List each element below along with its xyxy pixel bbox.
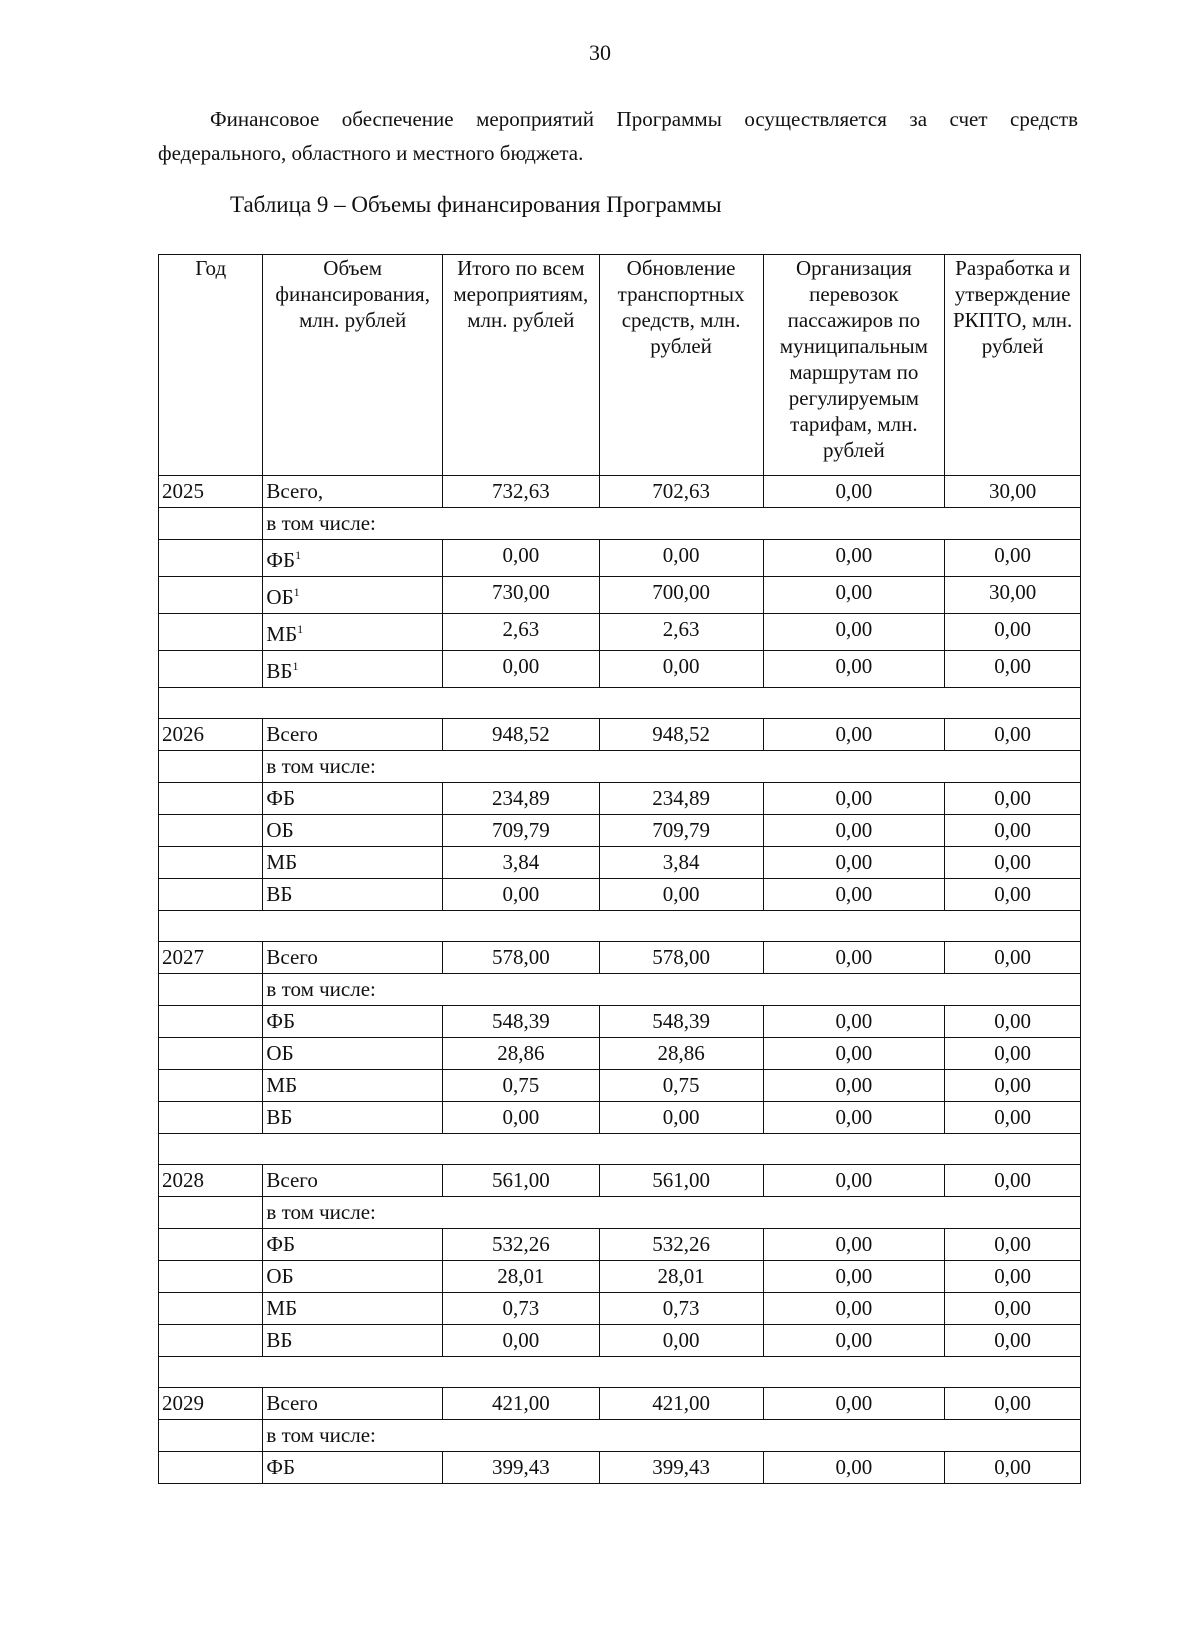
budget-label-text: ОБ	[266, 1041, 294, 1065]
table-row	[159, 1006, 1081, 1038]
value-cell: 0,00	[763, 1038, 945, 1070]
value-cell: 0,00	[763, 540, 945, 577]
value-cell: 0,00	[945, 1102, 1081, 1134]
value-cell: 0,00	[763, 1006, 945, 1038]
value-cell: 0,00	[599, 879, 763, 911]
header-year: Год	[159, 255, 263, 476]
footnote-marker: 1	[293, 585, 300, 599]
header-vehicles: Обновление транспортных средств, млн. рублей	[599, 255, 763, 476]
value-cell: 0,00	[945, 942, 1081, 974]
value-cell: 0,00	[443, 1102, 600, 1134]
budget-label-text: ФБ	[266, 1455, 296, 1479]
total-label: Всего,	[263, 476, 443, 508]
table-row	[159, 1229, 1081, 1261]
table-row	[159, 1325, 1081, 1357]
table-row	[159, 540, 1081, 577]
table-row	[159, 1388, 1081, 1420]
value-cell: 0,00	[763, 847, 945, 879]
financing-table	[158, 254, 1081, 1484]
header-transport: Организация перевозок пассажиров по муниципальным маршрутам по регулируемым тарифам, млн. рублей	[763, 255, 945, 476]
year-cell-continued	[159, 1420, 263, 1452]
value-cell: 0,00	[945, 815, 1081, 847]
table-row	[159, 508, 1081, 540]
value-cell: 0,00	[443, 651, 600, 688]
value-cell: 28,01	[443, 1261, 600, 1293]
budget-label-text: ВБ	[266, 882, 293, 906]
value-cell: 0,00	[763, 1293, 945, 1325]
value-cell: 30,00	[945, 577, 1081, 614]
year-cell-continued	[159, 879, 263, 911]
value-cell: 0,75	[443, 1070, 600, 1102]
year-cell-continued	[159, 1038, 263, 1070]
value-cell: 421,00	[599, 1388, 763, 1420]
total-label: Всего	[263, 1388, 443, 1420]
year-cell: 2026	[159, 719, 263, 751]
value-cell: 0,00	[945, 1038, 1081, 1070]
spacer-cell	[159, 688, 1081, 719]
table-row	[159, 1452, 1081, 1484]
budget-label-text: ФБ	[266, 1009, 296, 1033]
value-cell: 0,00	[945, 783, 1081, 815]
table-row	[159, 1261, 1081, 1293]
table-body	[159, 476, 1081, 1484]
value-cell: 0,00	[945, 1293, 1081, 1325]
year-cell-continued	[159, 1452, 263, 1484]
budget-label-text: ВБ	[266, 659, 293, 683]
year-cell-continued	[159, 614, 263, 651]
value-cell: 948,52	[443, 719, 600, 751]
value-cell: 399,43	[599, 1452, 763, 1484]
year-cell-continued	[159, 1102, 263, 1134]
table-row	[159, 1420, 1081, 1452]
in-that-number-label: в том числе:	[263, 508, 1081, 540]
total-label: Всего	[263, 1165, 443, 1197]
table-row	[159, 879, 1081, 911]
value-cell: 2,63	[599, 614, 763, 651]
spacer-row	[159, 911, 1081, 942]
budget-label	[263, 879, 443, 911]
budget-label	[263, 1325, 443, 1357]
value-cell: 0,00	[763, 1325, 945, 1357]
value-cell: 0,00	[945, 1325, 1081, 1357]
budget-label-text: ФБ	[266, 548, 296, 572]
year-cell-continued	[159, 1261, 263, 1293]
footnote-marker: 1	[297, 622, 304, 636]
year-cell-continued	[159, 847, 263, 879]
budget-label	[263, 577, 443, 614]
year-cell-continued	[159, 540, 263, 577]
spacer-cell	[159, 1134, 1081, 1165]
value-cell: 702,63	[599, 476, 763, 508]
in-that-number-label: в том числе:	[263, 1420, 1081, 1452]
value-cell: 0,00	[763, 614, 945, 651]
value-cell: 0,00	[763, 1070, 945, 1102]
table-row	[159, 783, 1081, 815]
value-cell: 0,00	[945, 879, 1081, 911]
value-cell: 0,00	[599, 651, 763, 688]
table-row	[159, 974, 1081, 1006]
budget-label-text: ФБ	[266, 1232, 296, 1256]
value-cell: 0,00	[599, 1102, 763, 1134]
value-cell: 0,00	[763, 879, 945, 911]
value-cell: 28,86	[599, 1038, 763, 1070]
spacer-row	[159, 1134, 1081, 1165]
header-volume: Объем финансирования, млн. рублей	[263, 255, 443, 476]
budget-label-text: МБ	[266, 850, 298, 874]
value-cell: 0,00	[945, 1452, 1081, 1484]
budget-label-text: МБ	[266, 1296, 298, 1320]
budget-label	[263, 847, 443, 879]
table-row	[159, 751, 1081, 783]
value-cell: 0,00	[599, 1325, 763, 1357]
value-cell: 532,26	[599, 1229, 763, 1261]
budget-label	[263, 1229, 443, 1261]
value-cell: 561,00	[599, 1165, 763, 1197]
value-cell: 732,63	[443, 476, 600, 508]
value-cell: 0,00	[763, 476, 945, 508]
value-cell: 730,00	[443, 577, 600, 614]
value-cell: 548,39	[599, 1006, 763, 1038]
value-cell: 0,00	[763, 783, 945, 815]
intro-paragraph: Финансовое обеспечение мероприятий Программы осуществляется за счет средств федерального, областного и местного бюджета.	[158, 107, 1078, 165]
value-cell: 0,00	[763, 651, 945, 688]
footnote-marker: 1	[292, 659, 299, 673]
value-cell: 0,73	[443, 1293, 600, 1325]
budget-label	[263, 783, 443, 815]
value-cell: 2,63	[443, 614, 600, 651]
year-cell-continued	[159, 1325, 263, 1357]
budget-label-text: ФБ	[266, 786, 296, 810]
table-row	[159, 1038, 1081, 1070]
table-row	[159, 1102, 1081, 1134]
value-cell: 0,00	[443, 879, 600, 911]
table-header-row	[159, 255, 1081, 476]
spacer-cell	[159, 1357, 1081, 1388]
budget-label	[263, 815, 443, 847]
value-cell: 0,00	[763, 1261, 945, 1293]
value-cell: 700,00	[599, 577, 763, 614]
year-cell-continued	[159, 815, 263, 847]
table-row	[159, 476, 1081, 508]
value-cell: 421,00	[443, 1388, 600, 1420]
header-total: Итого по всем мероприятиям, млн. рублей	[443, 255, 600, 476]
value-cell: 0,00	[443, 1325, 600, 1357]
value-cell: 0,00	[945, 1070, 1081, 1102]
value-cell: 0,00	[945, 540, 1081, 577]
budget-label	[263, 614, 443, 651]
budget-label	[263, 651, 443, 688]
value-cell: 0,00	[945, 1006, 1081, 1038]
value-cell: 561,00	[443, 1165, 600, 1197]
budget-label	[263, 1006, 443, 1038]
in-that-number-label: в том числе:	[263, 1197, 1081, 1229]
value-cell: 709,79	[599, 815, 763, 847]
value-cell: 0,75	[599, 1070, 763, 1102]
value-cell: 0,00	[945, 1388, 1081, 1420]
year-cell-continued	[159, 577, 263, 614]
budget-label	[263, 1070, 443, 1102]
table-row	[159, 1197, 1081, 1229]
spacer-row	[159, 688, 1081, 719]
year-cell-continued	[159, 508, 263, 540]
value-cell: 578,00	[443, 942, 600, 974]
value-cell: 0,00	[945, 1229, 1081, 1261]
budget-label-text: ОБ	[266, 818, 294, 842]
table-row	[159, 847, 1081, 879]
budget-label-text: МБ	[266, 1073, 298, 1097]
year-cell: 2027	[159, 942, 263, 974]
value-cell: 0,00	[945, 719, 1081, 751]
value-cell: 3,84	[443, 847, 600, 879]
total-label: Всего	[263, 942, 443, 974]
value-cell: 30,00	[945, 476, 1081, 508]
table-row	[159, 1070, 1081, 1102]
value-cell: 548,39	[443, 1006, 600, 1038]
value-cell: 532,26	[443, 1229, 600, 1261]
table-row	[159, 577, 1081, 614]
value-cell: 0,00	[945, 651, 1081, 688]
page-number: 30	[589, 40, 611, 65]
value-cell: 28,86	[443, 1038, 600, 1070]
value-cell: 578,00	[599, 942, 763, 974]
value-cell: 948,52	[599, 719, 763, 751]
value-cell: 234,89	[443, 783, 600, 815]
budget-label	[263, 1293, 443, 1325]
value-cell: 0,00	[763, 815, 945, 847]
budget-label-text: ВБ	[266, 1105, 293, 1129]
budget-label-text: ОБ	[266, 585, 294, 609]
value-cell: 0,00	[443, 540, 600, 577]
table-row	[159, 942, 1081, 974]
budget-label-text: ВБ	[266, 1328, 293, 1352]
budget-label	[263, 540, 443, 577]
spacer-row	[159, 1357, 1081, 1388]
budget-label	[263, 1452, 443, 1484]
header-rkpto: Разработка и утверждение РКПТО, млн. рублей	[945, 255, 1081, 476]
footnote-marker: 1	[295, 548, 302, 562]
value-cell: 0,00	[945, 1261, 1081, 1293]
value-cell: 0,00	[763, 1229, 945, 1261]
table-row	[159, 1165, 1081, 1197]
budget-label	[263, 1261, 443, 1293]
value-cell: 0,00	[945, 1165, 1081, 1197]
year-cell: 2028	[159, 1165, 263, 1197]
table-row	[159, 651, 1081, 688]
value-cell: 3,84	[599, 847, 763, 879]
year-cell-continued	[159, 1070, 263, 1102]
year-cell-continued	[159, 751, 263, 783]
value-cell: 0,00	[763, 577, 945, 614]
value-cell: 0,00	[763, 719, 945, 751]
value-cell: 0,73	[599, 1293, 763, 1325]
year-cell: 2029	[159, 1388, 263, 1420]
year-cell-continued	[159, 651, 263, 688]
value-cell: 234,89	[599, 783, 763, 815]
in-that-number-label: в том числе:	[263, 751, 1081, 783]
year-cell-continued	[159, 783, 263, 815]
table-row	[159, 1293, 1081, 1325]
budget-label	[263, 1038, 443, 1070]
value-cell: 0,00	[763, 1452, 945, 1484]
budget-label-text: МБ	[266, 622, 298, 646]
table-row	[159, 614, 1081, 651]
year-cell-continued	[159, 1197, 263, 1229]
year-cell-continued	[159, 1229, 263, 1261]
value-cell: 709,79	[443, 815, 600, 847]
year-cell-continued	[159, 974, 263, 1006]
table-row	[159, 815, 1081, 847]
value-cell: 0,00	[763, 1388, 945, 1420]
year-cell-continued	[159, 1006, 263, 1038]
budget-label-text: ОБ	[266, 1264, 294, 1288]
value-cell: 399,43	[443, 1452, 600, 1484]
spacer-cell	[159, 911, 1081, 942]
value-cell: 0,00	[945, 847, 1081, 879]
value-cell: 0,00	[945, 614, 1081, 651]
year-cell: 2025	[159, 476, 263, 508]
budget-label	[263, 1102, 443, 1134]
value-cell: 0,00	[763, 942, 945, 974]
year-cell-continued	[159, 1293, 263, 1325]
value-cell: 0,00	[763, 1102, 945, 1134]
value-cell: 28,01	[599, 1261, 763, 1293]
value-cell: 0,00	[763, 1165, 945, 1197]
table-row	[159, 719, 1081, 751]
total-label: Всего	[263, 719, 443, 751]
in-that-number-label: в том числе:	[263, 974, 1081, 1006]
value-cell: 0,00	[599, 540, 763, 577]
table-caption: Таблица 9 – Объемы финансирования Программы	[230, 192, 722, 217]
